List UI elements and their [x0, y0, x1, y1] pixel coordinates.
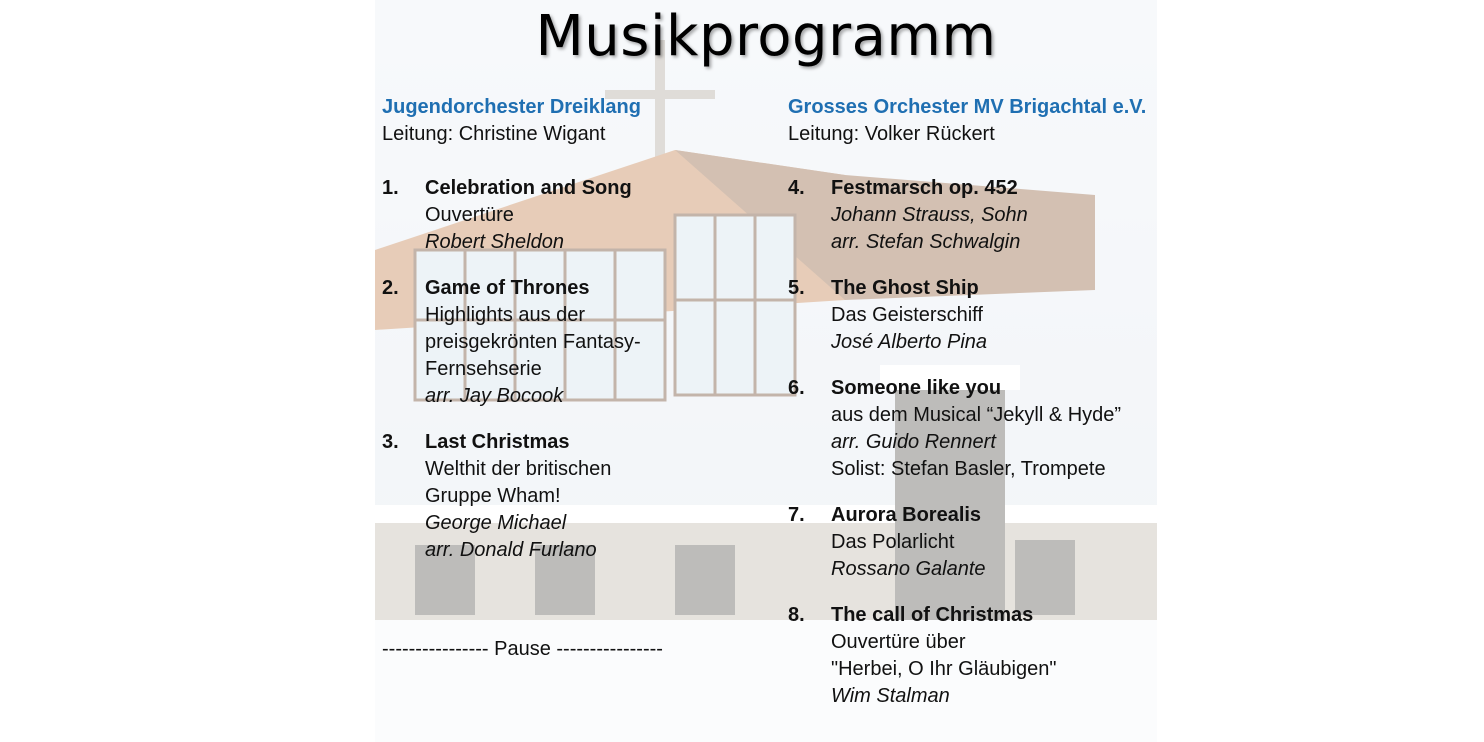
piece-title: Last Christmas	[425, 431, 570, 453]
left-orchestra-name: Jugendorchester Dreiklang	[382, 96, 641, 118]
program-item	[382, 429, 712, 564]
piece-title: The call of Christmas	[831, 604, 1034, 626]
program-item	[788, 502, 1153, 583]
piece-description: Welthit der britischen	[425, 458, 612, 480]
right-orchestra-leader: Leitung: Volker Rückert	[788, 123, 995, 145]
piece-description: Ouvertüre über	[831, 631, 966, 653]
program-slide	[375, 0, 1157, 742]
item-number: 3.	[382, 431, 399, 453]
piece-description: Das Polarlicht	[831, 531, 955, 553]
piece-description: aus dem Musical “Jekyll & Hyde”	[831, 404, 1122, 426]
right-column	[788, 94, 1153, 729]
piece-soloist: Solist: Stefan Basler, Trompete	[831, 458, 1106, 480]
item-number: 5.	[788, 277, 805, 299]
program-item	[788, 275, 1153, 356]
item-number: 1.	[382, 177, 399, 199]
piece-arranger: arr. Jay Bocook	[425, 385, 564, 407]
item-number: 2.	[382, 277, 399, 299]
piece-description: preisgekrönten Fantasy-	[425, 331, 641, 353]
piece-title: Someone like you	[831, 377, 1002, 399]
piece-description: Das Geisterschiff	[831, 304, 983, 326]
item-number: 6.	[788, 377, 805, 399]
piece-title: Game of Thrones	[425, 277, 590, 299]
right-orchestra-name: Grosses Orchester MV Brigachtal e.V.	[788, 96, 1147, 118]
item-number: 7.	[788, 504, 805, 526]
program-item	[382, 175, 712, 256]
piece-title: The Ghost Ship	[831, 277, 979, 299]
program-item	[382, 275, 712, 410]
piece-arranger: arr. Guido Rennert	[831, 431, 996, 453]
piece-description: Gruppe Wham!	[425, 485, 561, 507]
page-title: Musikprogramm	[535, 4, 997, 69]
program-item	[788, 602, 1153, 710]
piece-description: Highlights aus der	[425, 304, 586, 326]
piece-title: Festmarsch op. 452	[831, 177, 1018, 199]
piece-arranger: arr. Donald Furlano	[425, 539, 597, 561]
item-number: 8.	[788, 604, 805, 626]
piece-title: Celebration and Song	[425, 177, 632, 199]
piece-description: Ouvertüre	[425, 204, 514, 226]
pause-divider: ---------------- Pause ----------------	[382, 638, 663, 660]
piece-composer: Rossano Galante	[831, 558, 986, 580]
left-orchestra-leader: Leitung: Christine Wigant	[382, 123, 606, 145]
item-number: 4.	[788, 177, 805, 199]
piece-title: Aurora Borealis	[831, 504, 982, 526]
piece-description: "Herbei, O Ihr Gläubigen"	[831, 658, 1057, 680]
program-item	[788, 175, 1153, 256]
piece-composer: George Michael	[425, 512, 567, 534]
piece-composer: Johann Strauss, Sohn	[831, 204, 1028, 226]
piece-composer: José Alberto Pina	[831, 331, 988, 353]
piece-composer: Wim Stalman	[831, 685, 950, 707]
piece-composer: Robert Sheldon	[425, 231, 564, 253]
program-item	[788, 375, 1153, 483]
piece-arranger: arr. Stefan Schwalgin	[831, 231, 1021, 253]
left-column	[382, 94, 712, 583]
piece-description: Fernsehserie	[425, 358, 542, 380]
